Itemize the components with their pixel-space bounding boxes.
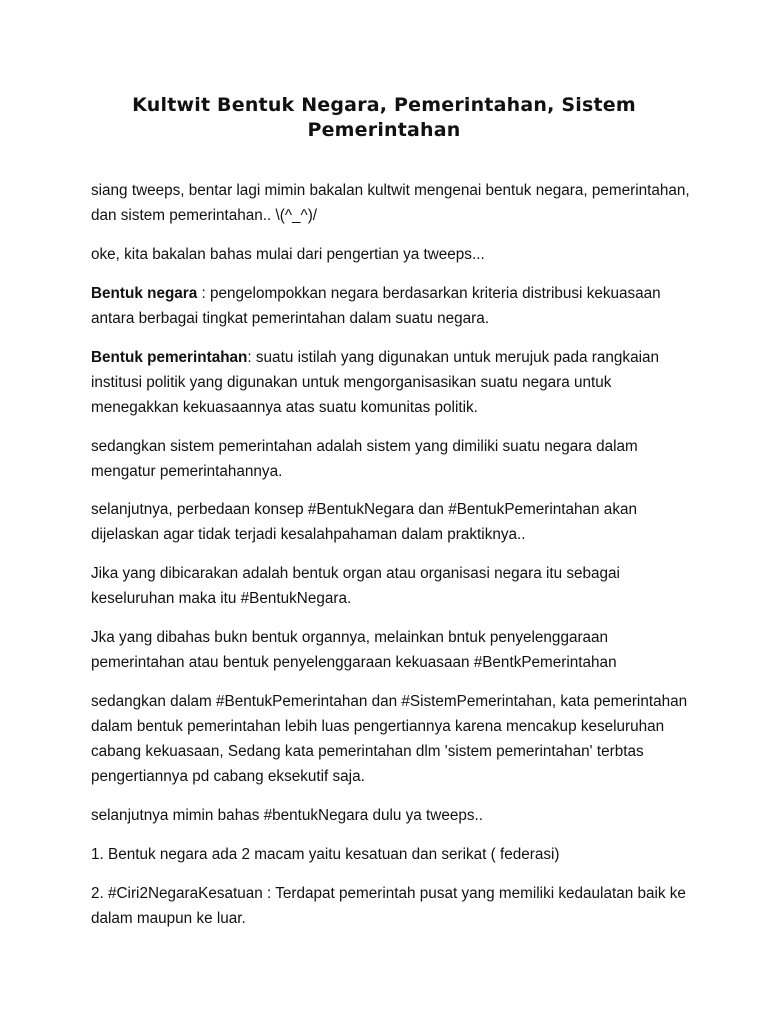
paragraph-text: sedangkan dalam #BentukPemerintahan dan #SistemPemerintahan, kata pemerintahan dalam bentuk pemerintahan lebih luas pengertiannya karena mencakup keseluruhan cabang kekuasaan, Sedang kata pemerintahan dlm 'sistem pemerintahan' terbtas pengertiannya pd cabang eksekutif saja. — [91, 693, 688, 785]
paragraph-text: Jika yang dibicarakan adalah bentuk organ atau organisasi negara itu sebagai keseluruhan maka itu #BentukNegara. — [91, 565, 620, 607]
term-label: Bentuk negara — [91, 285, 198, 302]
paragraph — [91, 561, 691, 611]
document-title: Kultwit Bentuk Negara, Pemerintahan, Sistem Pemerintahan — [132, 94, 636, 141]
paragraph — [91, 434, 691, 484]
paragraph — [91, 881, 691, 931]
paragraph — [91, 842, 691, 867]
paragraph — [91, 345, 691, 420]
paragraph — [91, 625, 691, 675]
paragraph — [91, 178, 691, 228]
paragraph-text: sedangkan sistem pemerintahan adalah sistem yang dimiliki suatu negara dalam mengatur pemerintahannya. — [91, 438, 638, 480]
paragraph — [91, 497, 691, 547]
paragraph-text: : pengelompokkan negara berdasarkan kriteria distribusi kekuasaan antara berbagai tingkat pemerintahan dalam suatu negara. — [91, 285, 661, 327]
paragraph — [91, 689, 691, 789]
term-label: Bentuk pemerintahan — [91, 349, 248, 366]
paragraph-text: siang tweeps, bentar lagi mimin bakalan kultwit mengenai bentuk negara, pemerintahan, dan sistem pemerintahan.. \(^_^)/ — [91, 182, 690, 224]
paragraph — [91, 242, 691, 267]
paragraph-text: selanjutnya mimin bahas #bentukNegara dulu ya tweeps.. — [91, 807, 484, 824]
document-body — [91, 178, 691, 945]
paragraph — [91, 803, 691, 828]
paragraph-text: 2. #Ciri2NegaraKesatuan : Terdapat pemerintah pusat yang memiliki kedaulatan baik ke dalam maupun ke luar. — [91, 885, 686, 927]
paragraph-text: 1. Bentuk negara ada 2 macam yaitu kesatuan dan serikat ( federasi) — [91, 846, 560, 863]
paragraph — [91, 281, 691, 331]
paragraph-text: Jka yang dibahas bukn bentuk organnya, melainkan bntuk penyelenggaraan pemerintahan atau bentuk penyelenggaraan kekuasaan #BentkPemerintahan — [91, 629, 617, 671]
paragraph-text: selanjutnya, perbedaan konsep #BentukNegara dan #BentukPemerintahan akan dijelaskan agar tidak terjadi kesalahpahaman dalam praktiknya.. — [91, 501, 637, 543]
paragraph-text: oke, kita bakalan bahas mulai dari pengertian ya tweeps... — [91, 246, 485, 263]
paragraph-text: : suatu istilah yang digunakan untuk merujuk pada rangkaian institusi politik yang digunakan untuk mengorganisasikan suatu negara untuk menegakkan kekuasaannya atas suatu komunitas politik. — [91, 349, 659, 416]
